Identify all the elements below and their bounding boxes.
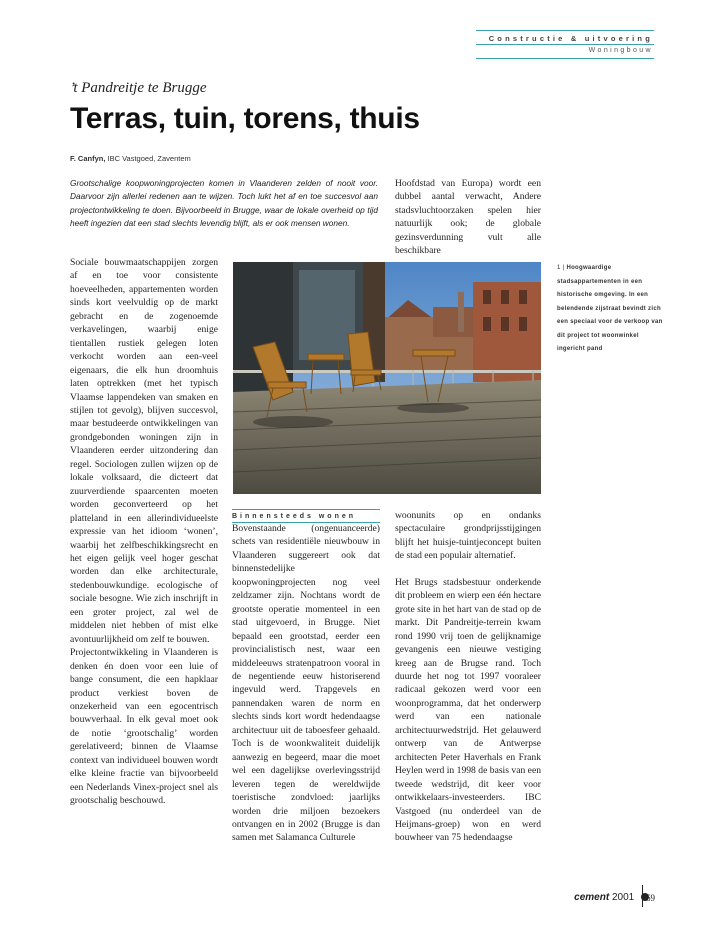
body-paragraph: Projectontwikkeling in Vlaanderen is denken én doen voor een luie of bange consument, die een hapklaar product verkiest boven de onzekerheid van een egocentrisch bouwverhaal. In elk geval moet ook de notie ‘grootschalig’ worden gerelativeerd; binnen de Vlaamse context van individueel bouwen wordt elke kleine fractie van bijvoorbeeld een Nederlands Vinex-project snel als grootschalig beschouwd. [70, 647, 218, 807]
article-lead: Grootschalige koopwoningprojecten komen in Vlaanderen zelden of nooit voor. Daarvoor zijn allerlei redenen aan te wijzen. Toch lukt het af en toe succesvol aan projectontwikkeling te doen. Bijvoorbeeld in Brugge, waar de lokale overheid op tijd heeft ingezien dat een stad slechts levendig blijft, als er ook mensen wonen. [70, 178, 378, 228]
body-paragraph: woonunits op en ondanks spectaculaire grondprijsstijgingen blijft het huisje-tuintjeconcept buiten de stad een populair alternatief. [395, 510, 541, 562]
terrace-photo-illustration [233, 262, 541, 494]
page-number: 69 [646, 893, 655, 903]
body-paragraph: Sociale bouwmaatschappijen zorgen af en toe voor consistente hoeveelheden, appartementen worden sinds kort veelvuldig op de markt gebracht en de zogenoemde verkavelingen, waarbij enige tientallen rustiek gelegen loten verkocht worden aan een-veel eigenaars, die elk hun droomhuis laten optrekken (met het typisch Vlaamse lappendeken van smaken en stijlen tot gevolg), blijven succesvol, maar bestudeerde ontwikkelingen van grondgebonden woningen zijn in Vlaanderen eerder uitzondering dan regel. Sociologen zullen wijzen op de lokale volksaard, die dicteert dat zuurverdiende spaarcenten moeten worden geconverteerd op het platteland in een allerindividueelste expressie van het idioom ‘wonen’, waarbij het zelfbeschikkingsrecht en het eigen gelijk veel hoger geschat worden dan elke architecturale, stedenbouwkundige. ecologische of sociale besogne. Wie zich inschrijft in een groter project, zal wel de middelen niet hebben of mist elke avontuurlijkheid om zelf te bouwen. [70, 257, 218, 645]
article-title: Terras, tuin, torens, thuis [70, 102, 420, 135]
figure-caption [557, 262, 667, 357]
author-affiliation: IBC Vastgoed, Zaventem [107, 154, 191, 163]
terrace-photo [233, 262, 541, 494]
byline [70, 154, 191, 163]
lead-continuation-paragraph: Hoofdstad van Europa) wordt een dubbel aantal verwacht, Andere stadsvluchtoorzaken spelen hier natuurlijk ook; de globale gezinsverdunning vult alle beschikbare [395, 178, 541, 257]
section-subheading: Binnensteeds wonen [232, 509, 380, 523]
author-name: F. Canfyn, [70, 154, 106, 163]
figure-caption-text: Hoogwaardige stadsappartementen in een historische omgeving. In een belendende zijstraat bevindt zich een speciaal voor de verkoop van dit project tot woonwinkel ingericht pand [557, 265, 663, 352]
header-rule-bottom [476, 58, 654, 59]
body-paragraph: Bovenstaande (ongenuanceerde) schets van residentiële nieuwbouw in Vlaanderen suggereert ook dat binnenstedelijke koopwoningprojecten nog veel zeldzamer zijn. Nochtans wordt de grootste operatie momenteel in een stad uitgevoerd, in Brugge. Niet bepaald een grootstad, eerder een provincialistisch nest, waar een middeleeuws stratenpatroon vooral in de negentiende eeuw historiserend ingevuld werd. Trapgevels en pannendaken waren de norm en slechts sinds kort wordt hedendaagse architectuur uit de taboesfeer gehaald. Toch is de woonkwaliteit duidelijk aanwezig en begeerd, maar die moet wel een dagelijkse overlevingsstrijd leveren tegen de wereldwijde toeristische zondvloed: jaarlijks worden drie miljoen bezoekers ontvangen en in 2002 (Brugge is dan samen met Salamanca Culturele [232, 523, 380, 844]
header-rule-top [476, 30, 654, 31]
magazine-brand: cement [574, 892, 610, 903]
header-rule-middle [476, 44, 654, 45]
article-kicker: ’t Pandreitje te Brugge [70, 80, 207, 96]
magazine-year: 2001 [611, 892, 635, 903]
section-label: Constructie & uitvoering [488, 34, 653, 43]
body-column-right [395, 509, 541, 845]
body-column-left [70, 256, 218, 808]
body-paragraph: Het Brugs stadsbestuur onderkende dit probleem en wierp een één hectare grote site in het hart van de stad op de markt. Dit Pandreitje-terrein kwam rond 1990 vrij toen de gelijknamige gevangenis een nieuwe vestiging kreeg aan de Brugse rand. Toch duurde het nog tot 1997 vooraleer radicaal gekozen werd voor een woonprogramma, dat het onderwerp werd van een nationale architectuurwedstrijd. Het gelauwerd ontwerp van de Antwerpse architecten Peter Haverhals en Frank Heylen werd in 1998 de basis van een tweede wedstrijd, dit keer voor ontwikkelaars-investeerders. IBC Vastgoed (nu onderdeel van de Heijmans-groep) won en werd bouwheer van 75 hedendaagse [395, 576, 541, 844]
subsection-label: Woningbouw [588, 47, 653, 54]
footer-divider [642, 885, 643, 907]
lead-continuation-column [395, 177, 541, 258]
figure-number: 1 | [557, 265, 565, 271]
body-column-middle [232, 522, 380, 845]
